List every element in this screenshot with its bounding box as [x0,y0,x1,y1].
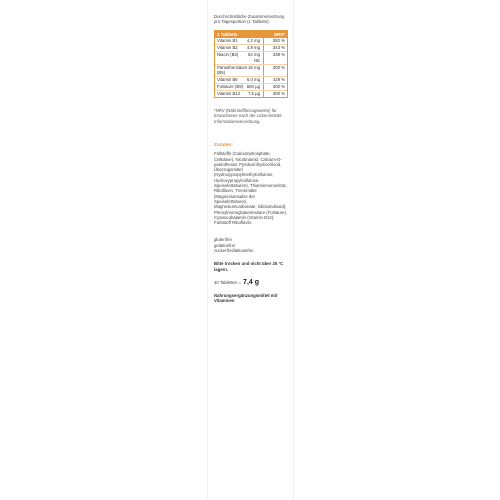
free-from-list [214,237,288,253]
nutrient-nrv: 429 % [272,77,285,83]
nutrient-nrv: 300 % [272,91,285,97]
nutrient-name: Vitamin B2 [217,44,238,50]
label-content [214,14,288,304]
nutrient-amount: 54 mg NE [245,52,264,64]
tablet-count: 40 Tabletten = [214,279,242,285]
nutrition-table [214,30,288,98]
nutrient-amount: 7,5 µg [245,91,264,97]
intro-text: Durchschnittliche Zusammensetzung pro Tagesportion (1 Tablette): [214,14,285,25]
nutrient-amount: 18 mg [245,65,264,77]
free-from-item: zuckerfrei/laktosefrei [214,247,254,253]
ingredients-heading: Zutaten: [214,142,233,148]
table-row [215,38,287,44]
table-row [215,76,287,83]
storage-instructions: Bitte trocken und nicht über 25 °C lagern. [214,261,284,272]
table-row [215,51,287,64]
nrv-footnote: *NRV (Nährstoffbezugswerte) für Erwachsene nach der Lebensmittel-Informationsverordnung. [214,108,283,124]
nutrient-name: Vitamin B12 [217,91,241,97]
package-amount [214,280,288,285]
table-row [215,64,287,77]
header-portion: 1 Tablette [217,31,238,37]
table-row [215,83,287,90]
nutrient-nrv: 300 % [272,84,285,90]
table-row [215,90,287,97]
nutrient-amount: 4,2 mg [245,38,264,44]
table-row [215,44,287,51]
nutrient-nrv: 343 % [272,44,285,50]
nutrient-name: Pantothensäure (B5) [217,64,248,76]
nutrient-name: Folsäure (B9) [217,84,244,90]
label-panel [207,0,294,500]
nutrient-amount: 4,8 mg [245,45,264,51]
nutrient-name: Vitamin B1 [217,37,238,43]
nutrient-name: Niacin (B3) [217,51,239,57]
nutrient-nrv: 300 % [272,64,285,70]
nutrient-amount: 6,0 mg [245,77,264,83]
free-from-item: glutenfrei [214,237,232,243]
ingredients-text: Füllstoffe (Calciumphosphate, Cellulose), Nicotinamid, Calcium-D-pantothenat, Pyridoxinhydrochlorid, Überzugsmittel (Hydroxypropylmethylcellulose, Hydroxypropylcellulose, Speisefettsäuren), Thiaminmononitrat, Riboflavin, Trennmittel (Magnesiumsalze der Speisefettsäuren, Magnesiumcarbonate, Siliciumdioxid), Pteroylmonoglutaminsäure (Folsäure), Cyanocobalamin (Vitamin B12), Farbstoff Riboflavin. [214,151,288,226]
free-from-item: gelatinefrei [214,242,236,248]
nutrient-name: Vitamin B6 [217,77,238,83]
net-weight: 7,4 g [243,278,259,286]
nutrition-table-header [215,31,287,38]
nutrient-nrv: 338 % [272,51,285,57]
nutrient-nrv: 382 % [272,37,285,43]
header-nrv: NRV* [273,31,285,37]
nutrient-amount: 600 µg [245,84,264,90]
product-type: Nahrungsergänzungsmittel mit Vitaminen [214,293,278,304]
